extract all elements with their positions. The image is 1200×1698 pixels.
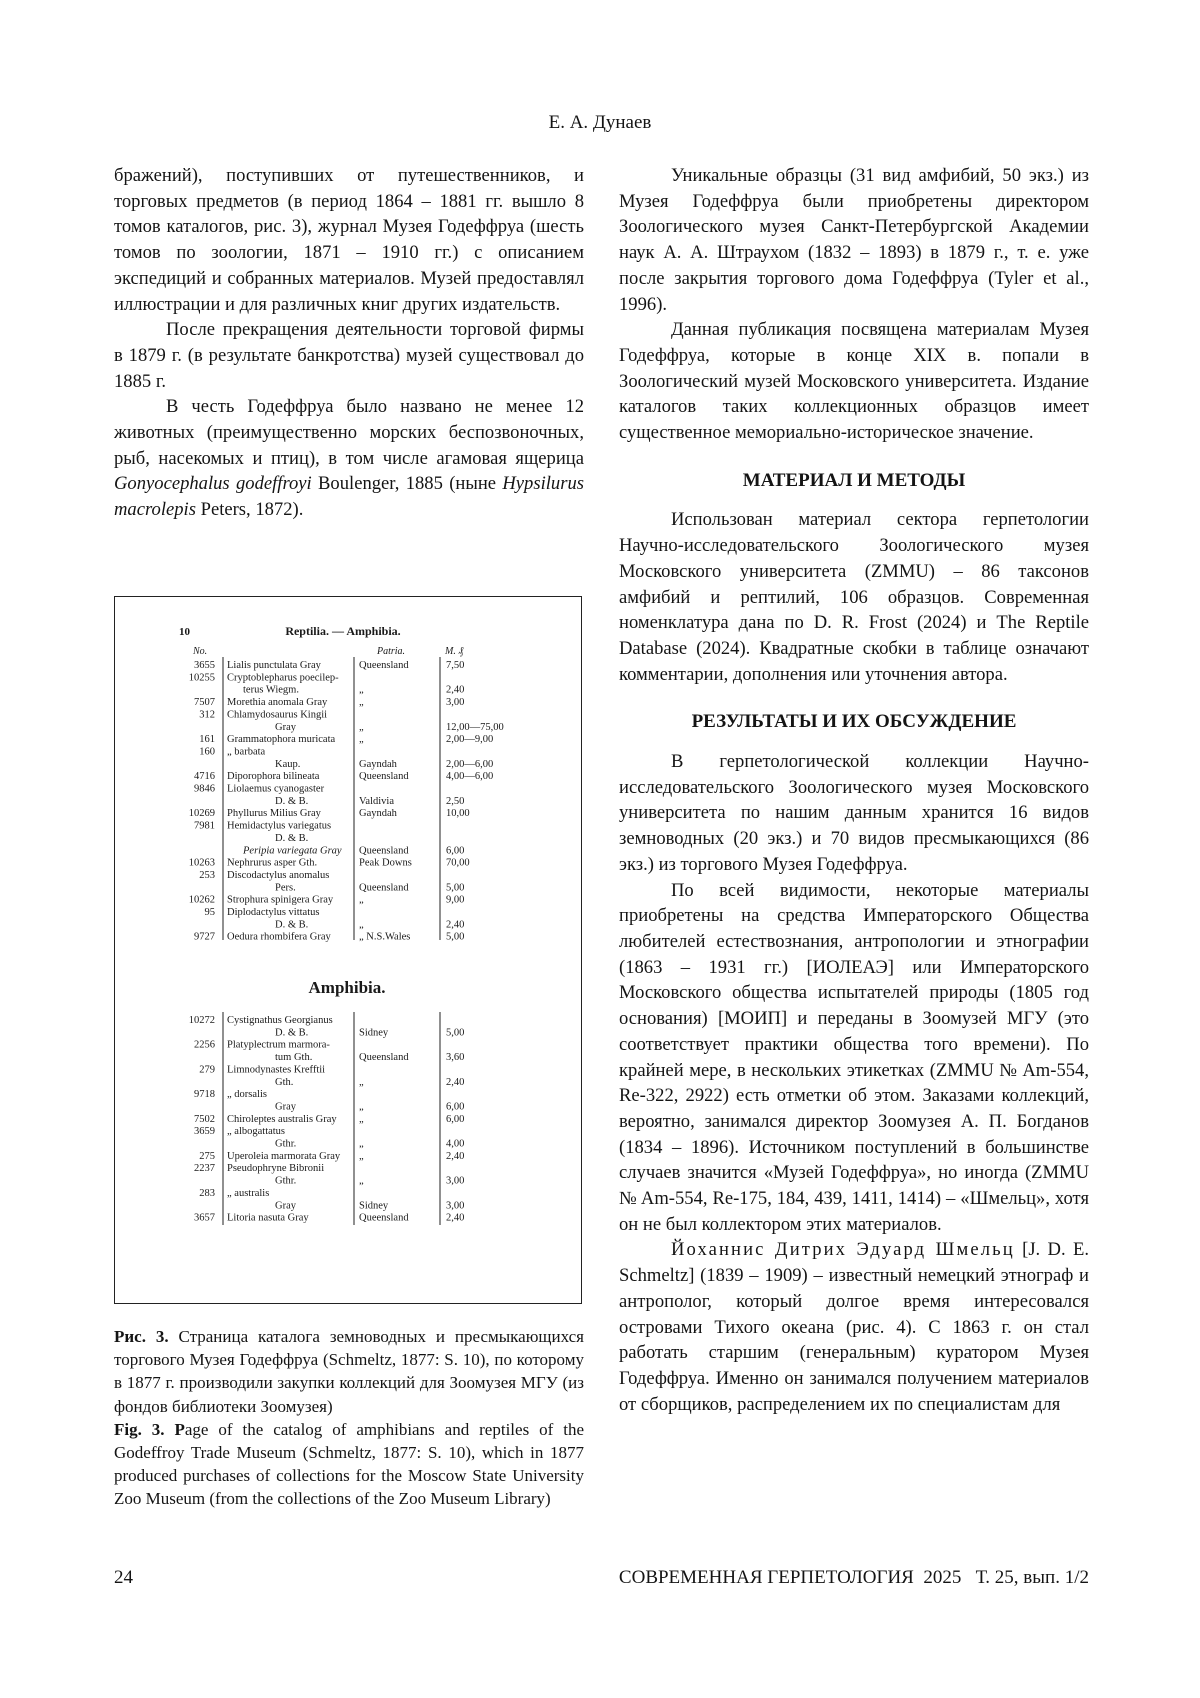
species-entry: Grammatophora muricata bbox=[227, 734, 336, 746]
species-entry: Discodactylus anomalus bbox=[227, 869, 330, 881]
right-column bbox=[619, 163, 1089, 1417]
locality: „ bbox=[359, 734, 364, 746]
species-entry: D. & B. bbox=[275, 1027, 309, 1039]
species-entry: Lialis punctulata Gray bbox=[227, 660, 321, 671]
price: 7,50 bbox=[446, 660, 465, 671]
species-entry: „ albogattatus bbox=[227, 1126, 286, 1138]
locality: „ bbox=[359, 894, 364, 906]
price: 2,40 bbox=[446, 1076, 465, 1088]
catalog-number: 10269 bbox=[188, 808, 215, 820]
locality: „ bbox=[359, 1113, 364, 1125]
text-run: [J. D. E. Schmeltz] (1839 – 1909) – известный немецкий этнограф и антрополог, который долгое время интересовался островами Тихого океана (рис. 4). С 1863 г. он стал работать старшим (генеральным) куратором Музея Годеффруа. Именно он занимался получением материалов от сборщиков, распределением их по специалистам для bbox=[619, 1239, 1090, 1415]
catalog-page-number: 10 bbox=[179, 626, 190, 638]
catalog-number: 160 bbox=[199, 746, 215, 758]
paragraph: В герпетологической коллекции Научно-исследовательского Зоологического музея Московского университета по нашим данным хранится 16 видов земноводных (20 экз.) и 70 видов пресмыкающихся (86 экз.) из торгового Музея Годеффруа. bbox=[619, 751, 1089, 875]
catalog-number: 3655 bbox=[194, 660, 215, 671]
section-heading: РЕЗУЛЬТАТЫ И ИХ ОБСУЖДЕНИЕ bbox=[691, 711, 1017, 733]
species-entry: Gth. bbox=[275, 1076, 294, 1088]
catalog-number: 312 bbox=[199, 709, 215, 721]
species-entry: tum Gth. bbox=[275, 1052, 313, 1064]
catalog-number: 3657 bbox=[194, 1212, 215, 1224]
price: 3,00 bbox=[446, 1200, 465, 1212]
locality: Queensland bbox=[359, 771, 409, 783]
catalog-number: 9846 bbox=[194, 783, 215, 795]
left-column bbox=[114, 163, 584, 523]
caption-text: age of the catalog of amphibians and reptiles of the Godeffroy Trade Museum (Schmeltz, 1877: S. 10), which in 1877 produced purchases of collections for the Moscow State University Zoo Museum (from the collections of the Zoo Museum Library) bbox=[114, 1419, 584, 1509]
species-entry: Gthr. bbox=[275, 1138, 297, 1150]
locality: Queensland bbox=[359, 1212, 409, 1224]
species-entry: Gthr. bbox=[275, 1175, 297, 1187]
species-entry: „ dorsalis bbox=[227, 1089, 267, 1101]
price: 3,00 bbox=[446, 1175, 465, 1187]
price: 6,00 bbox=[446, 845, 465, 857]
spaced-name: Йоханнис Дитрих Эдуард Шмельц bbox=[671, 1239, 1015, 1261]
catalog-number: 279 bbox=[199, 1064, 215, 1076]
species-entry: D. & B. bbox=[275, 795, 309, 807]
locality: Queensland bbox=[359, 845, 409, 857]
price: 12,00—75,00 bbox=[446, 721, 504, 733]
catalog-number: 2256 bbox=[194, 1039, 215, 1051]
amphibia-heading: Amphibia. bbox=[308, 978, 386, 997]
catalog-number: 3659 bbox=[194, 1126, 215, 1138]
species-entry: Cryptoblepharus poecilep- bbox=[227, 672, 339, 684]
col-header-price: M. ₰ bbox=[445, 646, 464, 657]
species-entry: Diplodactylus vittatus bbox=[227, 907, 320, 918]
species-entry: terus Wiegm. bbox=[243, 684, 299, 696]
paragraph: Использован материал сектора герпетологии Научно-исследовательского Зоологического музея Московского университета (ZMMU) – 86 таксонов амфибий и рептилий, 106 образцов. Современная номенклатура дана по D. R. Frost (2024) и The Reptile Database (2024). Квадратные скобки в таблице означают комментарии, дополнения или уточнения автора. bbox=[619, 509, 1089, 685]
col-header-no: No. bbox=[193, 646, 208, 657]
price: 70,00 bbox=[446, 857, 470, 869]
locality: Queensland bbox=[359, 1052, 409, 1064]
species-entry: Litoria nasuta Gray bbox=[227, 1212, 309, 1224]
species-entry: Strophura spinigera Gray bbox=[227, 894, 334, 906]
price: 4,00 bbox=[446, 1138, 465, 1150]
species-entry: Liolaemus cyanogaster bbox=[227, 783, 325, 795]
locality: „ bbox=[359, 697, 364, 709]
price: 5,00 bbox=[446, 931, 465, 943]
species-entry: Gray bbox=[275, 1200, 296, 1212]
species-entry: Chlamydosaurus Kingii bbox=[227, 709, 328, 721]
species-name: Gonyocephalus godeffroyi bbox=[114, 473, 312, 495]
species-entry: Gray bbox=[275, 1101, 296, 1113]
catalog-page-scan bbox=[115, 597, 580, 1302]
catalog-number: 283 bbox=[199, 1187, 215, 1199]
caption-ru bbox=[114, 1325, 584, 1418]
text-run: Peters, 1872). bbox=[195, 499, 304, 521]
locality: Gayndah bbox=[359, 758, 397, 770]
journal-footer: СОВРЕМЕННАЯ ГЕРПЕТОЛОГИЯ 2025 Т. 25, вып. 1/2 bbox=[618, 1567, 1089, 1588]
price: 2,50 bbox=[446, 795, 465, 807]
locality: Sidney bbox=[359, 1200, 389, 1212]
page-number: 24 bbox=[114, 1567, 133, 1588]
price: 2,00—9,00 bbox=[446, 734, 494, 746]
catalog-number: 4716 bbox=[194, 771, 215, 783]
species-entry: D. & B. bbox=[275, 919, 309, 931]
locality: „ bbox=[359, 1076, 364, 1088]
locality: Queensland bbox=[359, 660, 409, 671]
price: 5,00 bbox=[446, 882, 465, 894]
species-entry: Phyllurus Milius Gray bbox=[227, 808, 321, 820]
price: 3,00 bbox=[446, 697, 465, 709]
species-entry: D. & B. bbox=[275, 832, 309, 844]
species-entry: Limnodynastes Krefftii bbox=[227, 1064, 326, 1076]
catalog-title: Reptilia. — Amphibia. bbox=[285, 624, 401, 638]
locality: „ bbox=[359, 1101, 364, 1113]
text-run: Boulenger, 1885 (ныне bbox=[311, 473, 503, 495]
catalog-number: 2237 bbox=[194, 1163, 215, 1175]
catalog-number: 10255 bbox=[188, 672, 215, 684]
price: 3,60 bbox=[446, 1052, 465, 1064]
catalog-number: 253 bbox=[199, 869, 215, 881]
locality: „ bbox=[359, 721, 364, 733]
species-entry: Diporophora bilineata bbox=[227, 771, 320, 783]
price: 6,00 bbox=[446, 1113, 465, 1125]
catalog-number: 10272 bbox=[188, 1015, 215, 1026]
col-header-patria: Patria. bbox=[377, 646, 406, 657]
locality: Valdivia bbox=[359, 795, 394, 807]
price: 4,00—6,00 bbox=[446, 771, 494, 783]
species-entry: Pers. bbox=[275, 882, 296, 894]
price: 9,00 bbox=[446, 894, 465, 906]
price: 2,40 bbox=[446, 684, 465, 696]
locality: „ bbox=[359, 919, 364, 931]
catalog-number: 10263 bbox=[188, 857, 215, 869]
paragraph: Уникальные образцы (31 вид амфибий, 50 экз.) из Музея Годеффруа были приобретены директором Зоологического музея Санкт-Петербургской Академии наук А. А. Штраухом (1832 – 1893) в 1879 г., т. е. уже после закрытия торгового дома Годеффруа (Tyler et al., 1996). bbox=[619, 165, 1089, 315]
species-entry: Platyplectrum marmora- bbox=[227, 1039, 330, 1051]
locality: „ bbox=[359, 1138, 364, 1150]
species-entry: Peripia variegata Gray bbox=[243, 845, 342, 857]
price: 2,00—6,00 bbox=[446, 758, 494, 770]
catalog-figure bbox=[114, 596, 582, 1304]
species-entry: Cystignathus Georgianus bbox=[227, 1015, 333, 1026]
catalog-number: 10262 bbox=[188, 894, 215, 906]
locality: „ bbox=[359, 1175, 364, 1187]
running-header: Е. А. Дунаев bbox=[548, 112, 652, 133]
species-entry: Chiroleptes australis Gray bbox=[227, 1113, 337, 1125]
paragraph: бражений), поступивших от путешественников, и торговых предметов (в период 1864 – 1881 гг. вышло 8 томов каталогов, рис. 3), журнал Музея Годеффруа (шесть томов по зоологии, 1871 – 1910 гг.) с описанием экспедиций и собранных материалов. Музей предоставлял иллюстрации и для различных книг других издательств. bbox=[114, 165, 584, 315]
catalog-number: 95 bbox=[204, 907, 215, 918]
catalog-number: 9718 bbox=[194, 1089, 215, 1101]
caption-label: Fig. 3. P bbox=[114, 1419, 185, 1439]
species-entry: Gray bbox=[275, 721, 296, 733]
locality: Peak Downs bbox=[359, 857, 412, 869]
species-entry: Hemidactylus variegatus bbox=[227, 820, 332, 832]
price: 2,40 bbox=[446, 1150, 465, 1162]
catalog-number: 161 bbox=[199, 734, 215, 746]
species-entry: Morethia anomala Gray bbox=[227, 697, 328, 709]
locality: „ bbox=[359, 684, 364, 696]
section-heading: МАТЕРИАЛ И МЕТОДЫ bbox=[742, 469, 966, 491]
locality: „ bbox=[359, 1150, 364, 1162]
price: 2,40 bbox=[446, 919, 465, 931]
locality: „ N.S.Wales bbox=[359, 931, 411, 943]
price: 2,40 bbox=[446, 1212, 465, 1224]
locality: Gayndah bbox=[359, 808, 397, 820]
paragraph bbox=[619, 1237, 1089, 1417]
price: 5,00 bbox=[446, 1027, 465, 1039]
species-name: Hypsilurus macrolepis bbox=[114, 473, 584, 521]
locality: Queensland bbox=[359, 882, 409, 894]
species-entry: Nephrurus asper Gth. bbox=[227, 857, 318, 869]
caption-en bbox=[114, 1418, 584, 1511]
locality: Sidney bbox=[359, 1027, 389, 1039]
figure-caption bbox=[114, 1325, 584, 1511]
species-entry: Oedura rhombifera Gray bbox=[227, 931, 331, 943]
catalog-number: 7507 bbox=[194, 697, 215, 709]
text-run: В честь Годеффруа было названо не менее 12 животных (преимущественно морских беспозвоночных, рыб, насекомых и птиц), в том числе агамовая ящерица bbox=[114, 396, 584, 469]
caption-label: Рис. 3. bbox=[114, 1327, 169, 1346]
species-entry: „ australis bbox=[227, 1187, 270, 1199]
price: 6,00 bbox=[446, 1101, 465, 1113]
species-entry: Uperoleia marmorata Gray bbox=[227, 1150, 341, 1162]
paragraph: Данная публикация посвящена материалам Музея Годеффруа, которые в конце XIX в. попали в Зоологический музей Московского университета. Издание каталогов таких коллекционных образцов имеет существенное мемориально-историческое значение. bbox=[619, 319, 1089, 444]
paragraph: После прекращения деятельности торговой фирмы в 1879 г. (в результате банкротства) музей существовал до 1885 г. bbox=[114, 319, 584, 392]
paragraph: По всей видимости, некоторые материалы приобретены на средства Императорского Общества любителей естествознания, антропологии и этнографии (1863 – 1931 гг.) [ИОЛЕАЭ] или Императорского Московского общества испытателей природы (1805 год основания) [МОИП] и переданы в Зоомузей МГУ (это соответствует практики общества того времени). По крайней мере, в нескольких этикетках (ZMMU № Am-554, Re-322, 2922) есть отметки об этом. Заказами коллекций, вероятно, занимался директор Зоомузея А. П. Богданов (1834 – 1896). Источником поступлений в большинстве случаев значится «Музей Годеффруа», но иногда (ZMMU № Am-554, Re-175, 184, 439, 1411, 1414) – «Шмельц», хотя он не был коллектором этих материалов. bbox=[619, 879, 1089, 1235]
catalog-number: 7502 bbox=[194, 1113, 215, 1125]
species-entry: „ barbata bbox=[227, 746, 266, 758]
catalog-number: 9727 bbox=[194, 931, 215, 943]
catalog-number: 7981 bbox=[194, 820, 215, 832]
price: 10,00 bbox=[446, 808, 470, 820]
species-entry: Kaup. bbox=[275, 758, 301, 770]
caption-text: Страница каталога земноводных и пресмыкающихся торгового Музея Годеффруа (Schmeltz, 1877: S. 10), по которому в 1877 г. производили закупки коллекций для Зоомузея МГУ (из фондов библиотеки Зоомузея) bbox=[114, 1327, 584, 1416]
catalog-number: 275 bbox=[199, 1150, 215, 1162]
paragraph bbox=[114, 394, 584, 523]
species-entry: Pseudophryne Bibronii bbox=[227, 1163, 325, 1175]
